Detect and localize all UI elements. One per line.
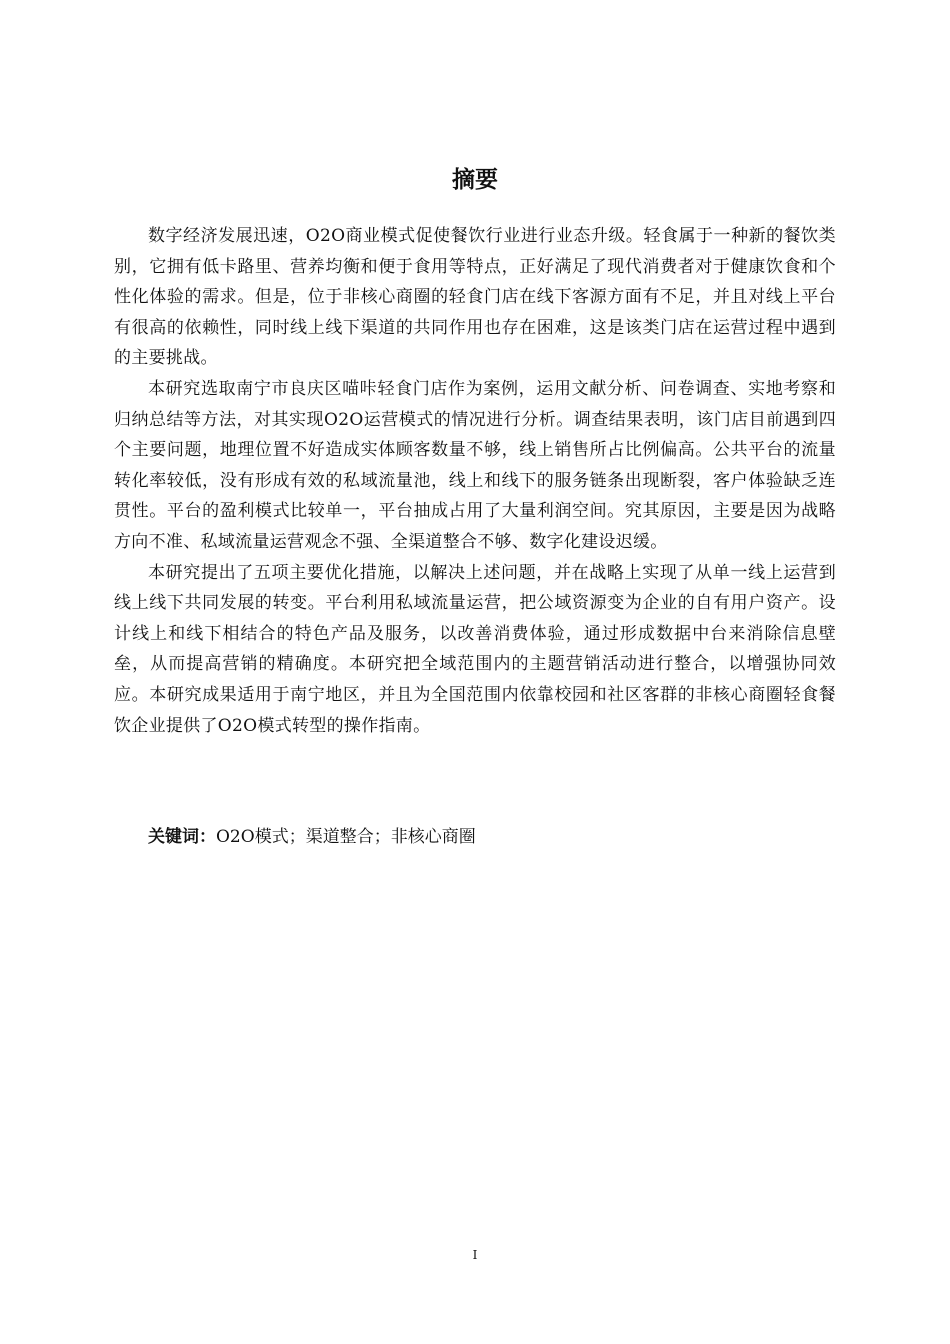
abstract-body bbox=[114, 221, 836, 741]
keywords-line bbox=[148, 822, 476, 852]
abstract-paragraph-3: 本研究提出了五项主要优化措施，以解决上述问题，并在战略上实现了从单一线上运营到线上线下共同发展的转变。平台利用私域流量运营，把公域资源变为企业的自有用户资产。设计线上和线下相结合的特色产品及服务，以改善消费体验，通过形成数据中台来消除信息壁垒，从而提高营销的精确度。本研究把全域范围内的主题营销活动进行整合，以增强协同效应。本研究成果适用于南宁地区，并且为全国范围内依靠校园和社区客群的非核心商圈轻食餐饮企业提供了O2O模式转型的操作指南。 bbox=[114, 562, 836, 736]
page-number: I bbox=[472, 1248, 478, 1262]
keywords-label: 关键词： bbox=[148, 827, 216, 847]
abstract-paragraph-1: 数字经济发展迅速，O2O商业模式促使餐饮行业进行业态升级。轻食属于一种新的餐饮类别，它拥有低卡路里、营养均衡和便于食用等特点，正好满足了现代消费者对于健康饮食和个性化体验的需求。但是，位于非核心商圈的轻食门店在线下客源方面有不足，并且对线上平台有很高的依赖性，同时线上线下渠道的共同作用也存在困难，这是该类门店在运营过程中遇到的主要挑战。 bbox=[114, 226, 836, 369]
page-title: 摘要 bbox=[452, 167, 498, 193]
keywords-value: O2O模式；渠道整合；非核心商圈 bbox=[216, 827, 476, 847]
abstract-paragraph-2: 本研究选取南宁市良庆区喵咔轻食门店作为案例，运用文献分析、问卷调查、实地考察和归纳总结等方法，对其实现O2O运营模式的情况进行分析。调查结果表明，该门店目前遇到四个主要问题，地理位置不好造成实体顾客数量不够，线上销售所占比例偏高。公共平台的流量转化率较低，没有形成有效的私域流量池，线上和线下的服务链条出现断裂，客户体验缺乏连贯性。平台的盈利模式比较单一，平台抽成占用了大量利润空间。究其原因，主要是因为战略方向不准、私域流量运营观念不强、全渠道整合不够、数字化建设迟缓。 bbox=[114, 378, 836, 552]
